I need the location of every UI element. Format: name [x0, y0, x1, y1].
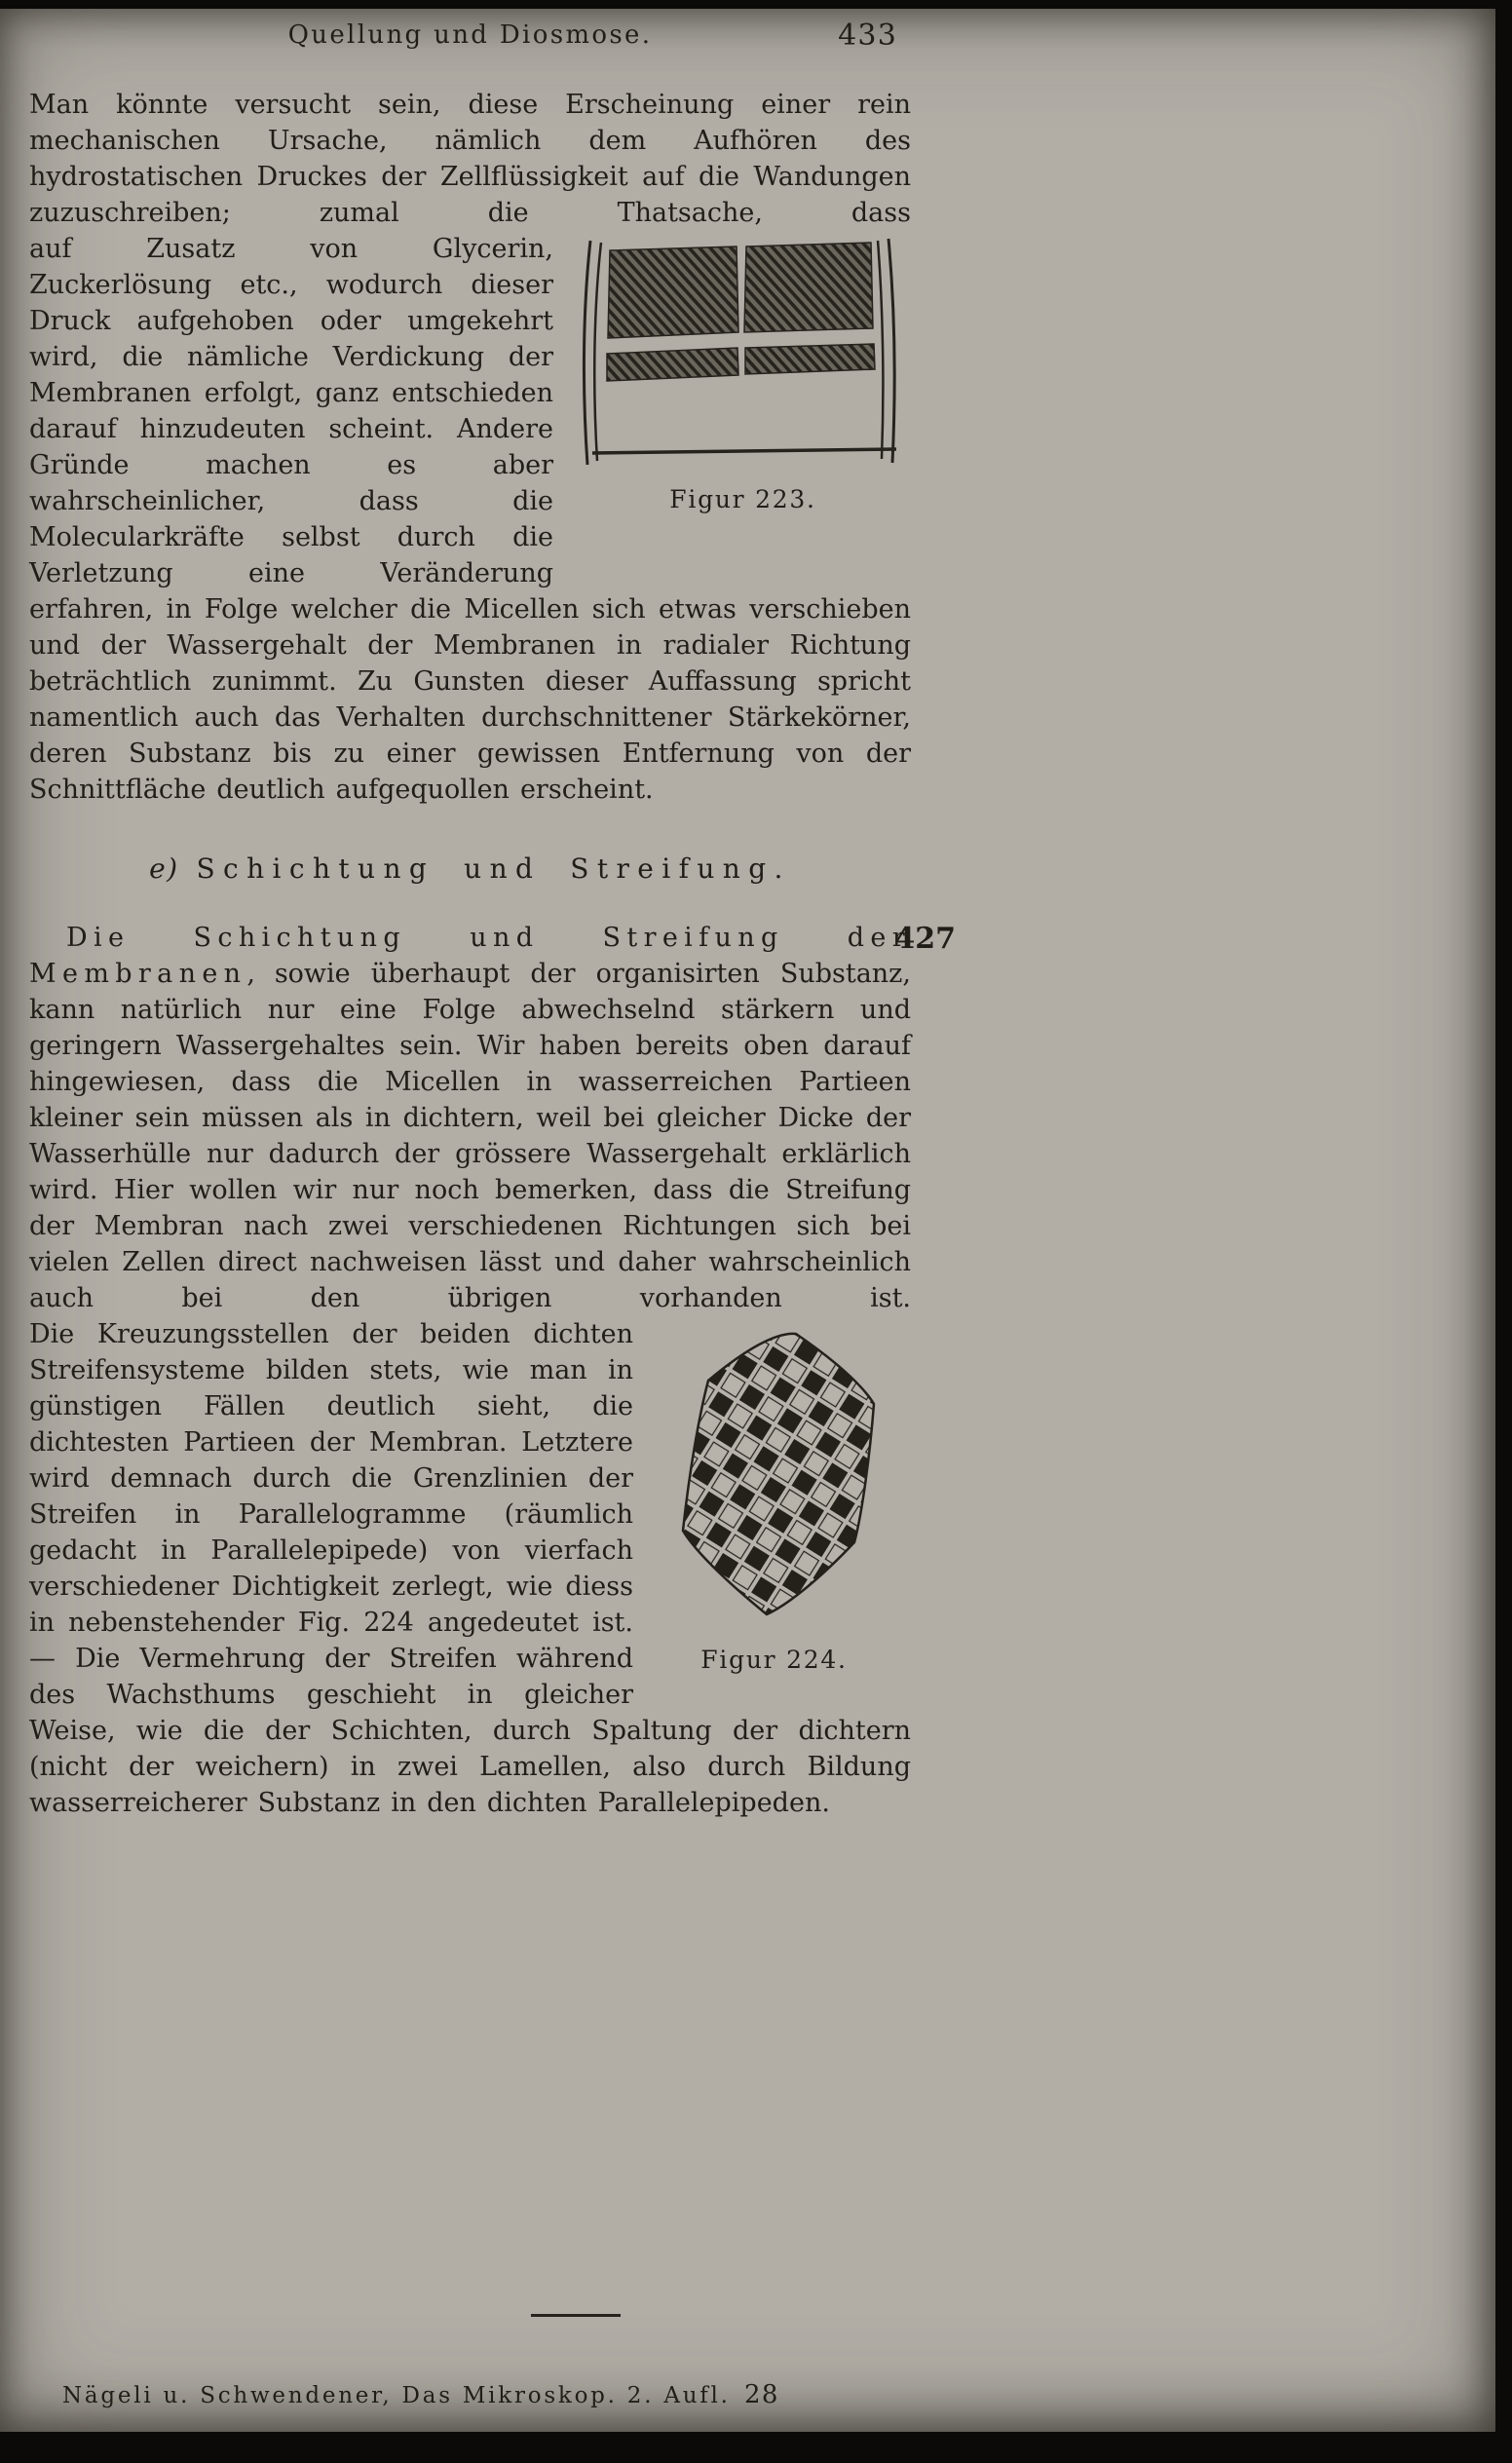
paragraph-2-lead-rest: sowie überhaupt der organisirten Substanz, kann natürlich nur eine Folge abwechselnd stärkern und geringern Wassergehaltes sein. Wir haben bereits oben darauf hingewiesen, dass die Micellen in wasserreichen Partieen kleiner sein müssen als in dichtern, weil bei gleicher Dicke der Wasserhülle nur dadurch der grössere Wassergehalt erklärlich wird. Hier wollen wir nur noch bemerken, dass die Streifung der Membran nach zwei verschiedenen Richtungen sich bei vielen Zellen direct nachweisen lässt und daher wahrscheinlich auch bei den übrigen vorhanden ist. [29, 959, 911, 1313]
section-heading [29, 853, 911, 885]
figure-224-caption: Figur 224. [700, 1646, 848, 1674]
paragraph-2-continued: Die Kreuzungsstellen der beiden dichten Streifensysteme bilden stets, wie man in günstigen Fällen deutlich sieht, die dichtesten Partieen der Membran. Letztere wird demnach durch die Grenzlinien der Streifen in Parallelogramme (räumlich gedacht in Parallelepipede) von vierfach verschiedener Dichtigkeit zerlegt, wie diess in nebenstehender Fig. 224 angedeutet ist. — Die Vermehrung der Streifen während des Wachsthums geschieht in gleicher Weise, wie die der Schichten, durch Spaltung der dichtern (nicht der weichern) in zwei Lamellen, also durch Bildung wasserreicherer Substanz in den dichten Parallelepipeden. [29, 1319, 911, 1818]
paragraph-1-wrap-block [29, 231, 911, 808]
section-title: Schichtung und Streifung. [196, 853, 791, 885]
section-letter: e) [149, 853, 179, 885]
figure-224-illustration [658, 1320, 891, 1634]
sheet-number: 28 [744, 2380, 779, 2409]
figure-223 [575, 235, 911, 513]
paragraph-2-lead [29, 920, 911, 1316]
paragraph-2-spaced-phrase: Die Schichtung und Streifung der Membranen, [29, 923, 911, 989]
paragraph-2-wrap-block [29, 1316, 911, 1821]
figure-223-caption: Figur 223. [669, 485, 816, 513]
page-number: 433 [838, 19, 897, 53]
margin-number: 427 [894, 922, 956, 956]
page-header [29, 20, 911, 61]
figure-223-illustration [575, 235, 911, 474]
page-footer [62, 2380, 1495, 2409]
footer-signature: Nägeli u. Schwendener, Das Mikroskop. 2. Aufl. [62, 2383, 731, 2408]
footer-rule [531, 2314, 621, 2317]
text-column [29, 9, 956, 1821]
running-title: Quellung und Diosmose. [287, 20, 653, 50]
page [0, 9, 1495, 2432]
paragraph-1-lead: Man könnte versucht sein, diese Erscheinung einer rein mechanischen Ursache, nämlich dem Aufhören des hydrostatischen Druckes der Zellflüssigkeit auf die Wandungen zuzuschreiben; zumal die Thatsache, dass [29, 90, 911, 228]
paragraph-2-block [29, 920, 956, 1821]
figure-224 [655, 1320, 893, 1674]
paragraph-1-continued: auf Zusatz von Glycerin, Zuckerlösung etc., wodurch dieser Druck aufgehoben oder umgekehrt wird, die nämliche Verdickung der Membranen erfolgt, ganz entschieden darauf hinzudeuten scheint. Andere Gründe machen es aber wahrscheinlicher, dass die Molecularkräfte selbst durch die Verletzung eine Veränderung erfahren, in Folge welcher die Micellen sich etwas verschieben und der Wassergehalt der Membranen in radialer Richtung beträchtlich zunimmt. Zu Gunsten dieser Auffassung spricht namentlich auch das Verhalten durchschnittener Stärkekörner, deren Substanz bis zu einer gewissen Entfernung von der Schnittfläche deutlich aufgequollen erscheint. [29, 234, 911, 805]
